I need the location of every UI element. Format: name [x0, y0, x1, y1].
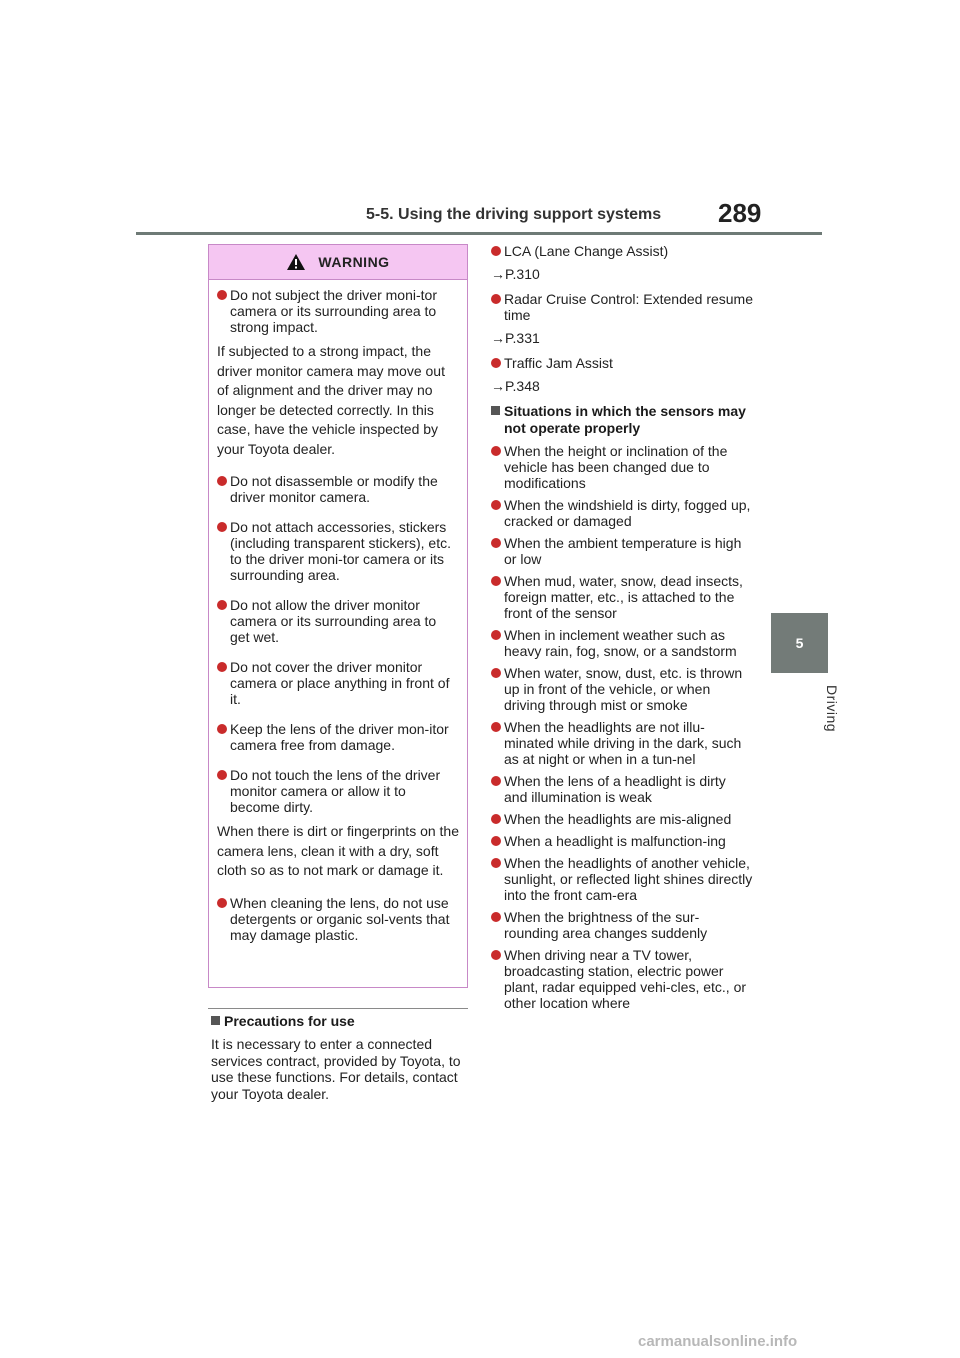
- situation-item: [491, 535, 753, 567]
- page-reference[interactable]: →P.348: [491, 378, 540, 394]
- bullet-dot-icon: [217, 662, 227, 672]
- bullet-dot-icon: [491, 858, 501, 868]
- feature-item: [491, 291, 753, 323]
- bullet-dot-icon: [491, 576, 501, 586]
- situation-text: When the brightness of the sur-rounding area changes suddenly: [504, 909, 708, 941]
- situation-text: When the windshield is dirty, fogged up, cracked or damaged: [504, 497, 751, 529]
- bullet-dot-icon: [217, 898, 227, 908]
- bullet-dot-icon: [217, 290, 227, 300]
- warning-item: [217, 473, 459, 505]
- situation-item: [491, 909, 753, 941]
- situations-heading: [491, 403, 753, 437]
- bullet-dot-icon: [491, 722, 501, 732]
- bullet-dot-icon: [491, 630, 501, 640]
- warning-item-text: Do not subject the driver moni-tor camera or its surrounding area to strong impact.: [230, 287, 437, 335]
- page-number: 289: [718, 198, 762, 228]
- bullet-dot-icon: [217, 600, 227, 610]
- warning-item-text: Do not disassemble or modify the driver monitor camera.: [230, 473, 438, 505]
- watermark: carmanualsonline.info: [638, 1333, 798, 1350]
- bullet-dot-icon: [491, 668, 501, 678]
- warning-item: [217, 519, 459, 583]
- situation-item: [491, 833, 753, 849]
- warning-item-text: Keep the lens of the driver mon-itor camera free from damage.: [230, 721, 449, 753]
- precautions-text: It is necessary to enter a connected services contract, provided by Toyota, to use these functions. For details, contact your Toyota dealer.: [211, 1036, 461, 1102]
- situation-text: When water, snow, dust, etc. is thrown up in front of the vehicle, or when driving through mist or smoke: [504, 665, 743, 713]
- feature-name: Traffic Jam Assist: [504, 355, 613, 371]
- feature-item: [491, 355, 753, 371]
- chapter-tab: 5: [771, 613, 828, 673]
- warning-paragraph: If subjected to a strong impact, the driver monitor camera may move out of alignment and the driver may no longer be detected correctly. In this case, have the vehicle inspected by your Toyota dealer.: [217, 343, 445, 457]
- feature-name: Radar Cruise Control: Extended resume time: [504, 291, 754, 323]
- page-reference[interactable]: →P.310: [491, 266, 540, 282]
- warning-item: [217, 767, 459, 815]
- situation-item: [491, 811, 753, 827]
- situation-text: When the headlights of another vehicle, sunlight, or reflected light shines directly into the front cam-era: [504, 855, 753, 903]
- bullet-dot-icon: [491, 446, 501, 456]
- situation-item: [491, 497, 753, 529]
- situation-item: [491, 627, 753, 659]
- header-rule: [136, 232, 822, 235]
- situation-text: When driving near a TV tower, broadcasting station, electric power plant, radar equipped vehi-cles, etc., or other location where: [504, 947, 747, 1011]
- warning-title: WARNING: [318, 254, 390, 270]
- situation-text: When a headlight is malfunction-ing: [504, 833, 726, 849]
- situation-text: When the height or inclination of the vehicle has been changed due to modifications: [504, 443, 728, 491]
- bullet-dot-icon: [491, 246, 501, 256]
- bullet-dot-icon: [491, 294, 501, 304]
- warning-item-text: Do not cover the driver monitor camera or place anything in front of it.: [230, 659, 450, 707]
- bullet-dot-icon: [491, 776, 501, 786]
- situation-item: [491, 443, 753, 491]
- situation-text: When mud, water, snow, dead insects, foreign matter, etc., is attached to the front of the sensor: [504, 573, 743, 621]
- right-column: [491, 243, 753, 1017]
- section-title: 5-5. Using the driving support systems: [366, 206, 662, 223]
- warning-paragraph: When there is dirt or fingerprints on the camera lens, clean it with a dry, soft cloth so as to not mark or damage it.: [217, 823, 460, 878]
- square-bullet-icon: [211, 1016, 220, 1025]
- precautions-heading-text: Precautions for use: [224, 1013, 355, 1029]
- situations-heading-text: Situations in which the sensors may not operate properly: [504, 403, 746, 436]
- feature-name: LCA (Lane Change Assist): [504, 243, 669, 259]
- warning-triangle-icon: [286, 253, 306, 271]
- bullet-dot-icon: [491, 358, 501, 368]
- situation-text: When the ambient temperature is high or low: [504, 535, 742, 567]
- feature-item: [491, 243, 753, 259]
- situation-text: When the lens of a headlight is dirty and illumination is weak: [504, 773, 726, 805]
- precautions-heading: [211, 1013, 469, 1030]
- situation-item: [491, 573, 753, 621]
- warning-body: [209, 280, 467, 943]
- page-reference[interactable]: →P.331: [491, 330, 540, 346]
- bullet-dot-icon: [491, 836, 501, 846]
- warning-item-text: Do not touch the lens of the driver monitor camera or allow it to become dirty.: [230, 767, 441, 815]
- warning-item: [217, 659, 459, 707]
- situation-text: When in inclement weather such as heavy rain, fog, snow, or a sandstorm: [504, 627, 737, 659]
- warning-item-text: Do not attach accessories, stickers (including transparent stickers), etc. to the driver moni-tor camera or its surrounding area.: [230, 519, 451, 583]
- warning-item: [217, 721, 459, 753]
- situation-text: When the headlights are mis-aligned: [504, 811, 732, 827]
- situation-text: When the headlights are not illu-minated while driving in the dark, such as at night or when in a tun-nel: [504, 719, 742, 767]
- bullet-dot-icon: [217, 476, 227, 486]
- bullet-dot-icon: [491, 500, 501, 510]
- bullet-dot-icon: [217, 724, 227, 734]
- situation-item: [491, 773, 753, 805]
- section-divider: [208, 1008, 468, 1009]
- situation-item: [491, 719, 753, 767]
- warning-header: [209, 245, 467, 280]
- warning-item-text: When cleaning the lens, do not use detergents or organic sol-vents that may damage plastic.: [230, 894, 450, 943]
- warning-item: [217, 597, 459, 645]
- bullet-dot-icon: [217, 770, 227, 780]
- bullet-dot-icon: [491, 814, 501, 824]
- situation-item: [491, 665, 753, 713]
- bullet-dot-icon: [217, 522, 227, 532]
- warning-item: [217, 895, 459, 943]
- warning-item: [217, 287, 459, 335]
- square-bullet-icon: [491, 406, 500, 415]
- warning-item-text: Do not allow the driver monitor camera or its surrounding area to get wet.: [230, 597, 437, 645]
- bullet-dot-icon: [491, 538, 501, 548]
- situation-item: [491, 855, 753, 903]
- situation-item: [491, 947, 753, 1011]
- warning-box: [208, 244, 468, 988]
- bullet-dot-icon: [491, 950, 501, 960]
- precautions-section: [211, 1013, 469, 1102]
- bullet-dot-icon: [491, 912, 501, 922]
- chapter-label: Driving: [824, 685, 840, 733]
